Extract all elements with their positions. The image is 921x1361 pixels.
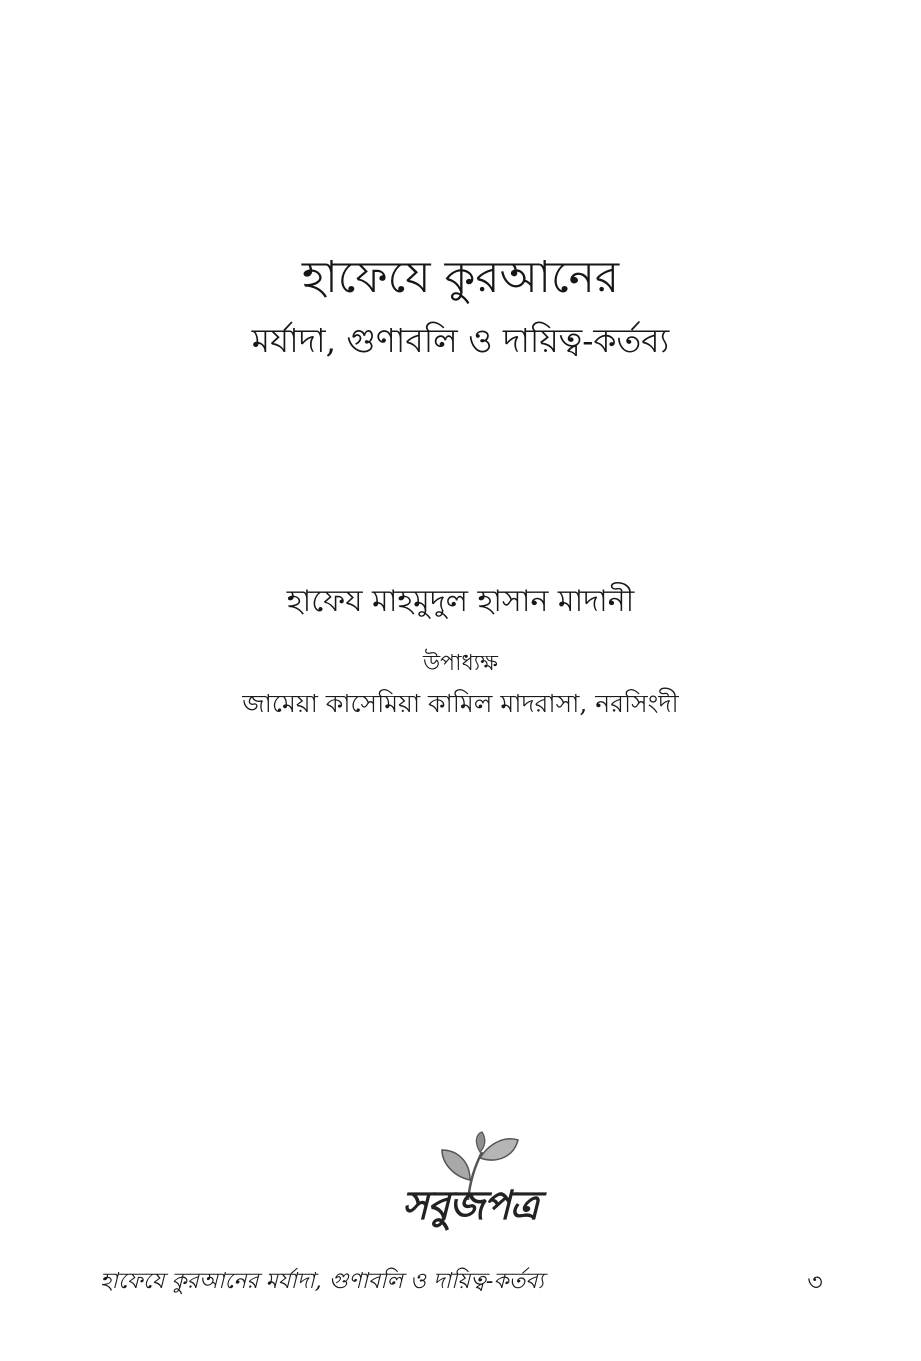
book-title-line-2: মর্যাদা, গুণাবলি ও দায়িত্ব-কর্তব্য bbox=[251, 321, 670, 360]
book-title-line-1: হাফেযে কুরআনের bbox=[301, 252, 620, 303]
left-leaf bbox=[442, 1150, 470, 1180]
running-footer-title: হাফেযে কুরআনের মর্যাদা, গুণাবলি ও দায়িত্ব-কর্তব্য bbox=[100, 1269, 544, 1294]
publisher-logo-text: সবুজপত্র bbox=[401, 1183, 538, 1229]
publisher-logo bbox=[390, 1130, 550, 1255]
author-role: উপাধ্যক্ষ bbox=[423, 651, 498, 676]
page-number: ৩ bbox=[807, 1268, 823, 1296]
right-leaf bbox=[480, 1139, 518, 1160]
author-institution: জামেয়া কাসেমিয়া কামিল মাদরাসা, নরসিংদী bbox=[242, 689, 679, 718]
author-name: হাফেয মাহমুদুল হাসান মাদানী bbox=[286, 584, 635, 619]
top-leaf bbox=[476, 1132, 484, 1152]
